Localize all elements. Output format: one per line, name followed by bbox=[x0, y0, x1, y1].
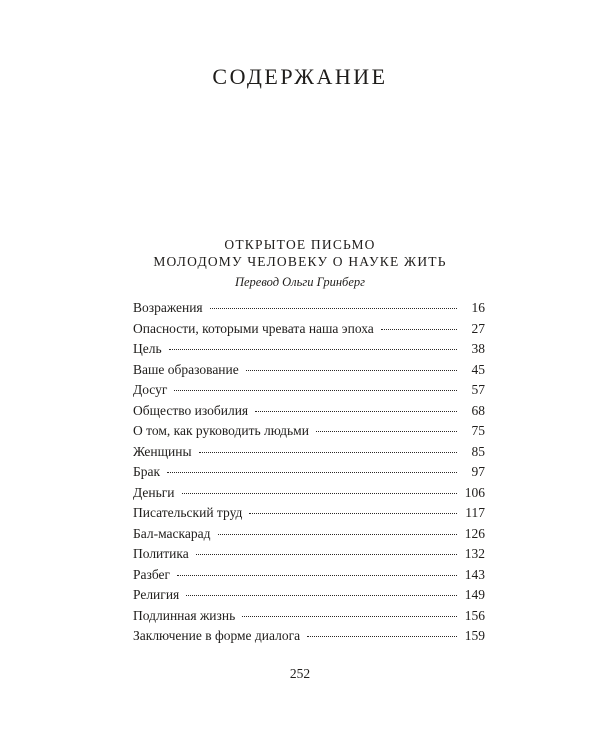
toc-entry[interactable] bbox=[133, 565, 485, 586]
dot-leader bbox=[249, 513, 457, 514]
dot-leader bbox=[307, 636, 457, 637]
toc-entry-title: Досуг bbox=[133, 382, 168, 397]
work-title-line-2: МОЛОДОМУ ЧЕЛОВЕКУ О НАУКЕ ЖИТЬ bbox=[153, 254, 447, 269]
toc-entry[interactable] bbox=[133, 442, 485, 463]
toc-entry[interactable] bbox=[133, 360, 485, 381]
dot-leader bbox=[182, 493, 457, 494]
toc-entry-page: 16 bbox=[471, 300, 485, 315]
toc-entry-title: Бал-маскарад bbox=[133, 525, 211, 541]
dot-leader bbox=[210, 308, 457, 309]
toc-entry-title: Подлинная жизнь bbox=[133, 607, 236, 623]
dot-leader bbox=[167, 472, 457, 473]
toc-entry[interactable] bbox=[133, 380, 485, 401]
toc-entry-page: 27 bbox=[471, 320, 485, 336]
toc-entry-title: Женщины bbox=[133, 443, 192, 459]
toc-entry[interactable] bbox=[133, 585, 485, 606]
toc-entry-page: 117 bbox=[465, 505, 485, 520]
toc-entry-title: Писательский труд bbox=[133, 505, 243, 520]
toc-entry[interactable] bbox=[133, 298, 485, 319]
toc-entry-title: Религия bbox=[133, 587, 180, 602]
toc-entry-title: Ваше образование bbox=[133, 361, 239, 377]
toc-entry-page: 97 bbox=[471, 464, 485, 479]
toc-entry-title: Заключение в форме диалога bbox=[133, 628, 301, 643]
toc-entry[interactable] bbox=[133, 483, 485, 504]
toc-entry[interactable] bbox=[133, 339, 485, 360]
toc-entry-page: 75 bbox=[471, 423, 485, 438]
dot-leader bbox=[246, 370, 457, 371]
toc-entry-title: О том, как руководить людьми bbox=[133, 423, 309, 438]
toc-entry-page: 126 bbox=[464, 525, 485, 541]
toc-entry[interactable] bbox=[133, 626, 485, 647]
toc-entry-page: 57 bbox=[471, 382, 485, 397]
toc-entry-page: 143 bbox=[464, 566, 485, 582]
toc-entry[interactable] bbox=[133, 524, 485, 545]
toc-entry-page: 149 bbox=[464, 587, 485, 602]
toc-entry-title: Разбег bbox=[133, 566, 171, 582]
toc-entry-title: Опасности, которыми чревата наша эпоха bbox=[133, 320, 374, 336]
toc-entry-title: Брак bbox=[133, 464, 161, 479]
toc-entry-title: Возражения bbox=[133, 300, 203, 315]
toc-entry[interactable] bbox=[133, 503, 485, 524]
toc-entry-page: 156 bbox=[464, 607, 485, 623]
dot-leader bbox=[218, 534, 458, 535]
dot-leader bbox=[242, 616, 457, 617]
dot-leader bbox=[169, 349, 457, 350]
toc-entry-page: 106 bbox=[464, 484, 485, 500]
table-of-contents bbox=[133, 298, 485, 647]
page-number: 252 bbox=[289, 666, 311, 681]
dot-leader bbox=[381, 329, 457, 330]
toc-entry-page: 38 bbox=[471, 341, 485, 356]
dot-leader bbox=[177, 575, 457, 576]
toc-entry-page: 45 bbox=[471, 361, 485, 377]
toc-entry[interactable] bbox=[133, 319, 485, 340]
work-title-line-1: ОТКРЫТОЕ ПИСЬМО bbox=[224, 237, 376, 252]
work-title bbox=[0, 236, 600, 270]
toc-entry[interactable] bbox=[133, 544, 485, 565]
toc-entry-page: 85 bbox=[471, 443, 485, 459]
toc-entry[interactable] bbox=[133, 401, 485, 422]
toc-entry[interactable] bbox=[133, 421, 485, 442]
toc-entry-page: 68 bbox=[471, 402, 485, 418]
dot-leader bbox=[186, 595, 457, 596]
toc-entry-title: Деньги bbox=[133, 484, 175, 500]
dot-leader bbox=[316, 431, 457, 432]
dot-leader bbox=[174, 390, 457, 391]
dot-leader bbox=[255, 411, 457, 412]
translator-credit: Перевод Ольги Гринберг bbox=[234, 275, 365, 289]
toc-entry-title: Политика bbox=[133, 546, 189, 561]
dot-leader bbox=[196, 554, 457, 555]
toc-entry-page: 132 bbox=[464, 546, 485, 561]
toc-entry[interactable] bbox=[133, 462, 485, 483]
toc-entry-title: Общество изобилия bbox=[133, 402, 249, 418]
toc-entry[interactable] bbox=[133, 606, 485, 627]
dot-leader bbox=[199, 452, 457, 453]
page-title: СОДЕРЖАНИЕ bbox=[212, 64, 388, 89]
toc-entry-page: 159 bbox=[464, 628, 485, 643]
toc-entry-title: Цель bbox=[133, 341, 162, 356]
